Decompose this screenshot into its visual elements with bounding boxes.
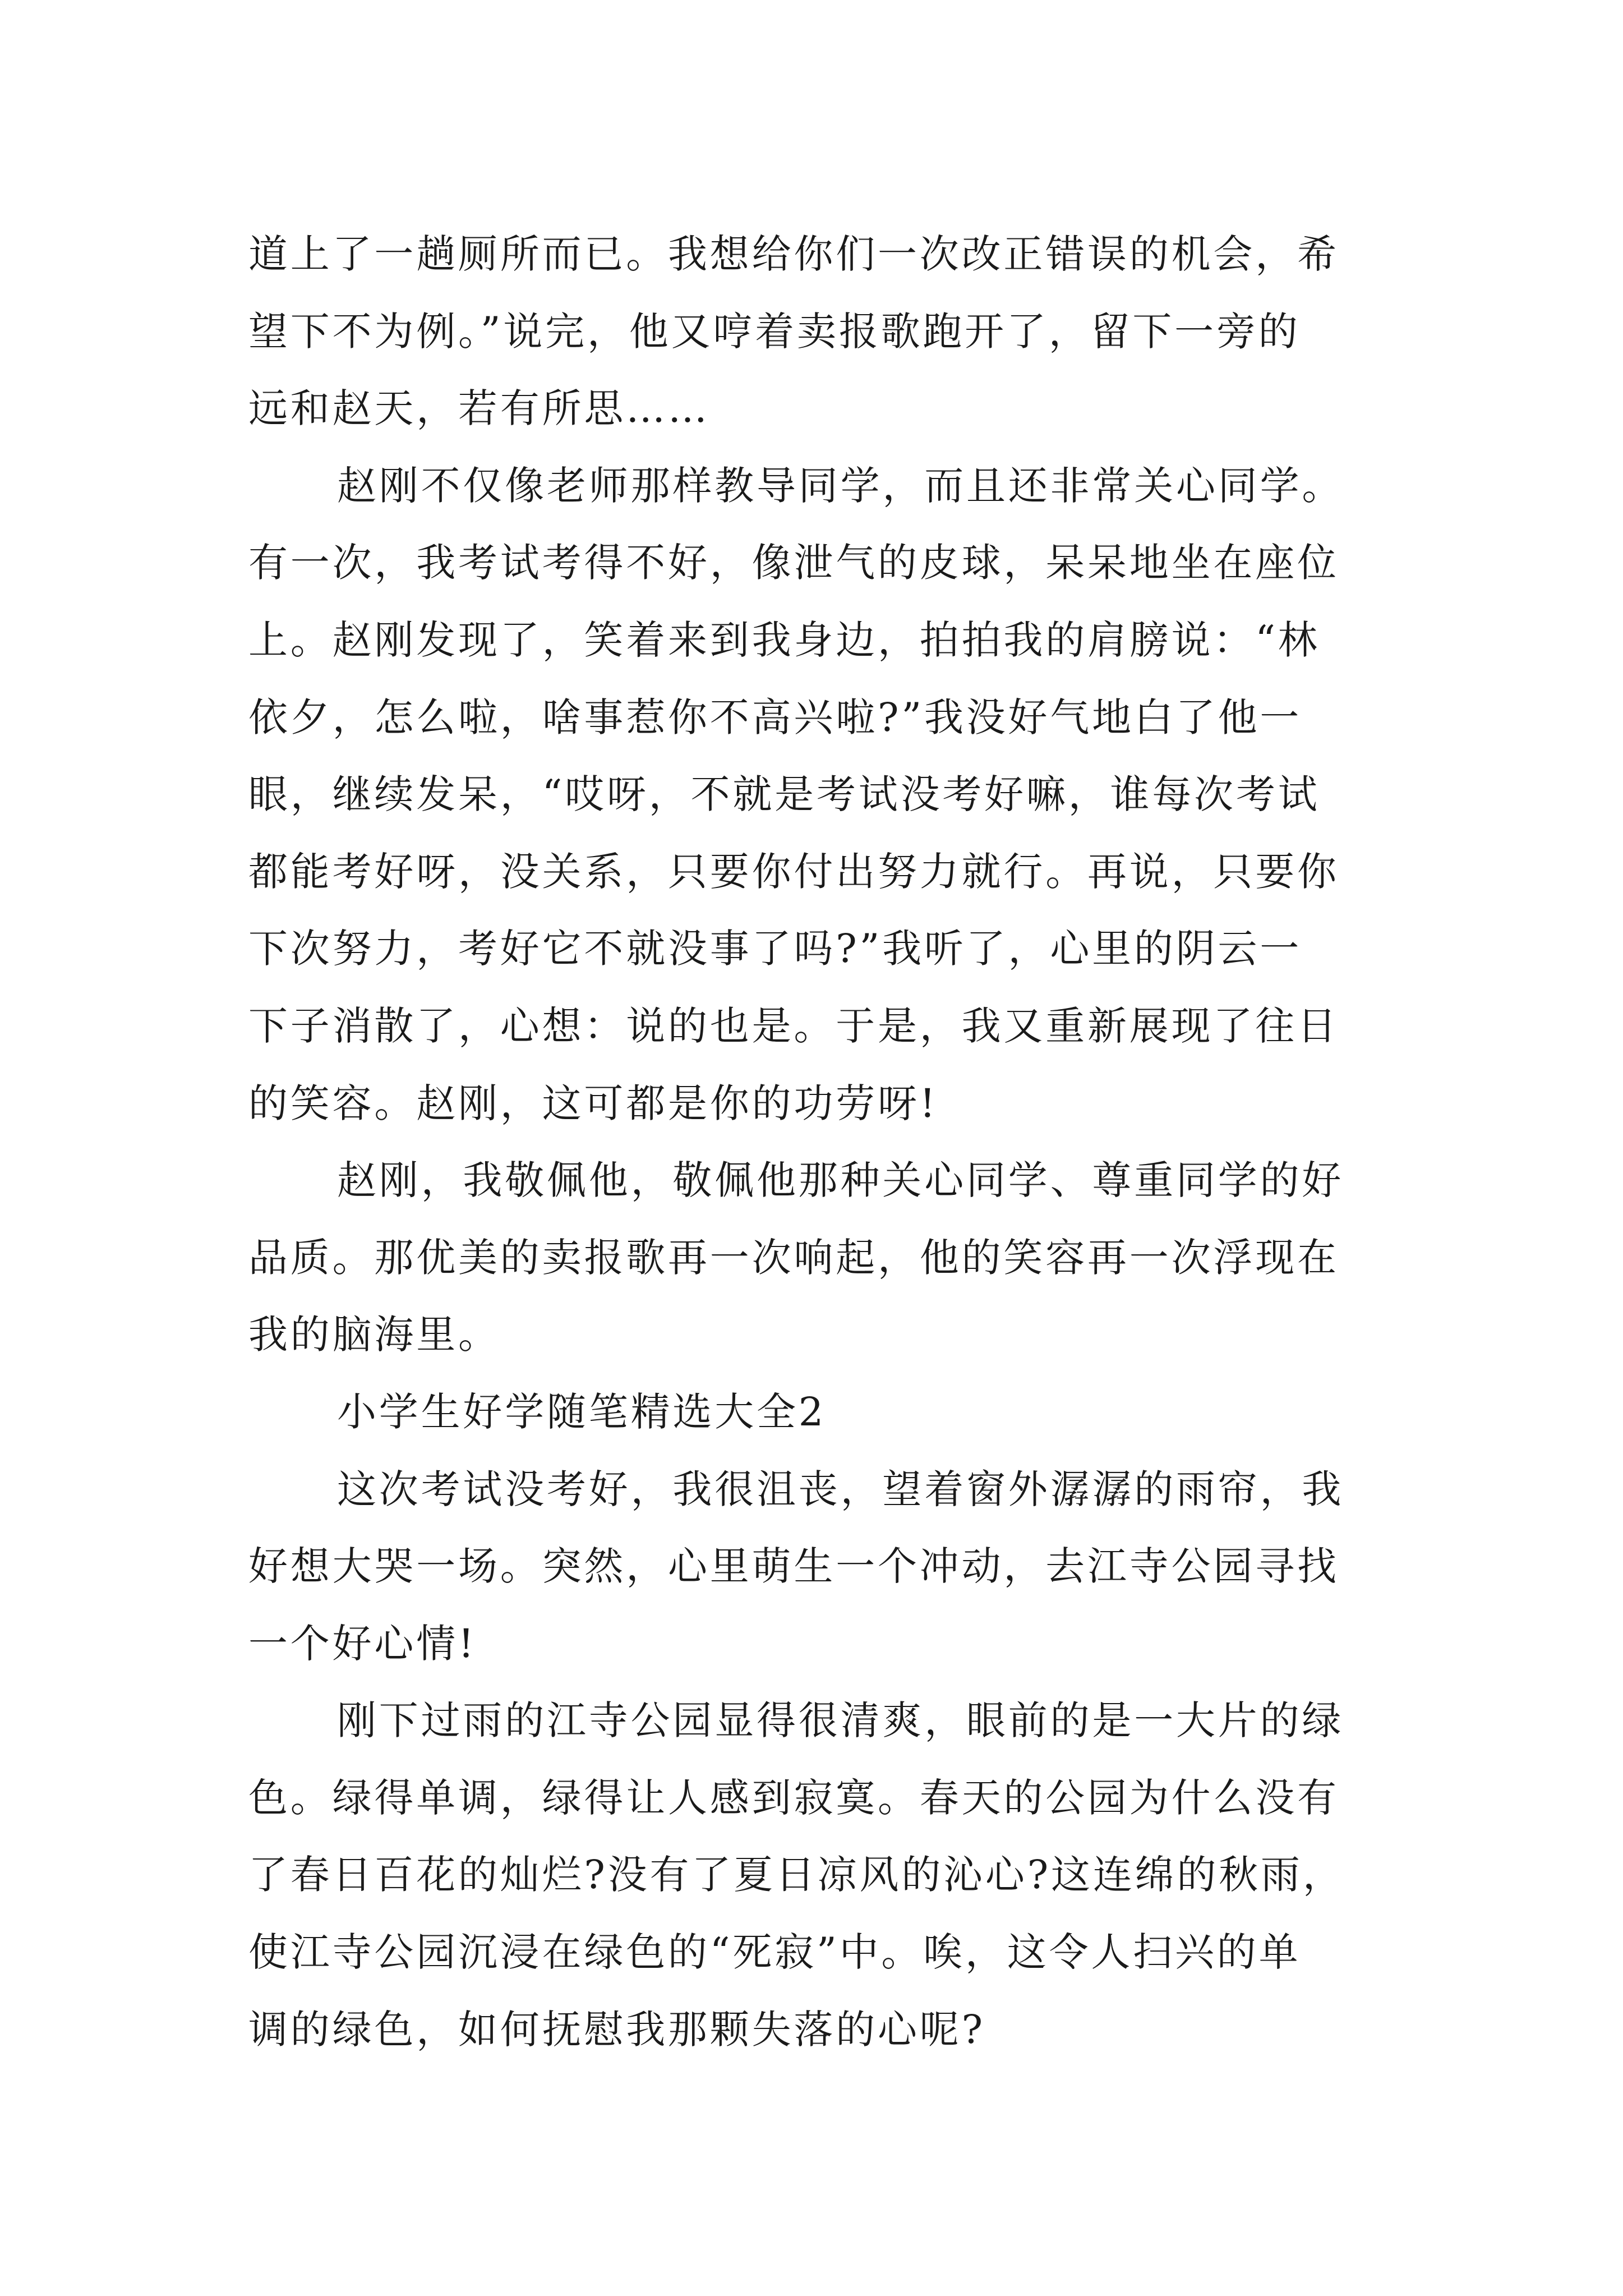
text-line: 都能考好呀，没关系，只要你付出努力就行。再说，只要你 — [248, 848, 1339, 895]
text-line: 了春日百花的灿烂?没有了夏日凉风的沁心?这连绵的秋雨， — [248, 1852, 1345, 1898]
text-line: 眼，继续发呆，“哎呀，不就是考试没考好嘛，谁每次考试 — [248, 771, 1320, 818]
section-heading: 小学生好学随笔精选大全2 — [337, 1388, 827, 1435]
text-line: 我的脑海里。 — [248, 1312, 500, 1358]
text-line: 下次努力，考好它不就没事了吗?”我听了，心里的阴云一 — [248, 926, 1302, 972]
paragraph-first-line: 刚下过雨的江寺公园显得很清爽，眼前的是一大片的绿 — [337, 1697, 1344, 1744]
body-text — [248, 216, 1381, 2068]
text-line: 色。绿得单调，绿得让人感到寂寞。春天的公园为什么没有 — [248, 1774, 1339, 1821]
text-line: 品质。那优美的卖报歌再一次响起，他的笑容再一次浮现在 — [248, 1234, 1339, 1281]
text-line: 一个好心情! — [248, 1620, 477, 1667]
text-line: 道上了一趟厕所而已。我想给你们一次改正错误的机会，希 — [248, 231, 1339, 277]
text-line: 使江寺公园沉浸在绿色的“死寂”中。唉，这令人扫兴的单 — [248, 1929, 1301, 1976]
text-line: 望下不为例。”说完，他又哼着卖报歌跑开了，留下一旁的 — [248, 308, 1301, 355]
text-line: 依夕，怎么啦，啥事惹你不高兴啦?”我没好气地白了他一 — [248, 694, 1302, 740]
text-line: 远和赵天，若有所思…… — [248, 385, 710, 432]
paragraph-first-line: 赵刚，我敬佩他，敬佩他那种关心同学、尊重同学的好 — [337, 1157, 1344, 1204]
paragraph-first-line: 赵刚不仅像老师那样教导同学，而且还非常关心同学。 — [337, 462, 1344, 509]
text-line: 的笑容。赵刚，这可都是你的功劳呀! — [248, 1080, 938, 1126]
text-line: 上。赵刚发现了，笑着来到我身边，拍拍我的肩膀说：“林 — [248, 616, 1320, 663]
text-line: 有一次，我考试考得不好，像泄气的皮球，呆呆地坐在座位 — [248, 540, 1339, 586]
text-line: 好想大哭一场。突然，心里萌生一个冲动，去江寺公园寻找 — [248, 1543, 1339, 1590]
paragraph-first-line: 这次考试没考好，我很沮丧，望着窗外潺潺的雨帘，我 — [337, 1466, 1344, 1512]
text-line: 调的绿色，如何抚慰我那颗失落的心呢? — [248, 2006, 985, 2053]
text-line: 下子消散了，心想：说的也是。于是，我又重新展现了往日 — [248, 1002, 1339, 1049]
